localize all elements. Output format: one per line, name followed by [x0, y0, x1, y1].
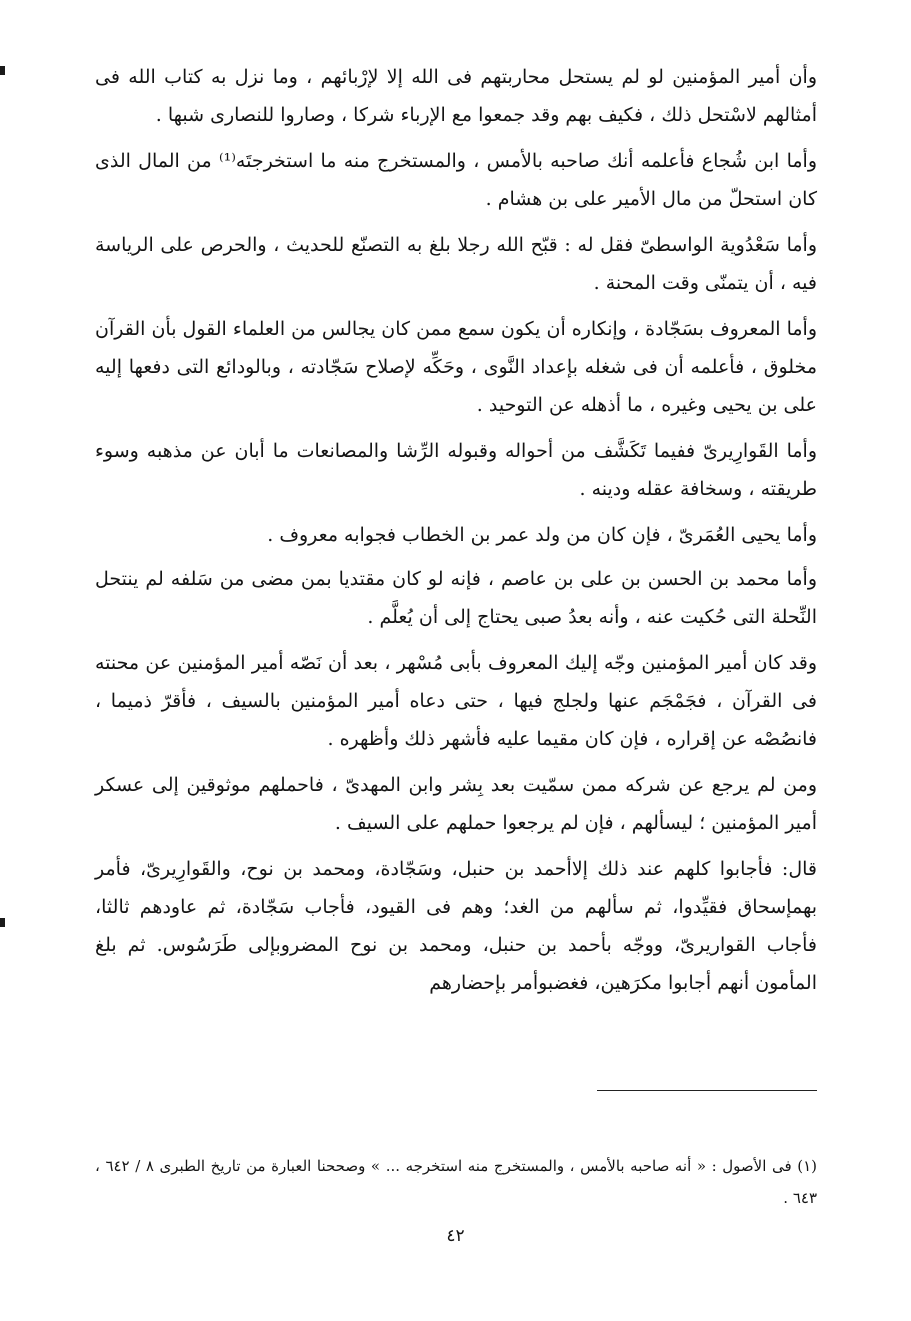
paragraph-6: وأما يحيى العُمَرىّ ، فإن كان من ولد عمر بن الخطاب فجوابه معروف . — [267, 524, 817, 546]
page-number: ٤٢ — [446, 1226, 465, 1246]
margin-mark-middle — [0, 918, 5, 927]
paragraph-4: وأما المعروف بسَجّادة ، وإنكاره أن يكون سمع ممن كان يجالس من العلماء القول بأن القرآن مخلوق ، فأعلمه أن فى شغله بإعداد النَّوى ، وحَكِّه لإصلاح سَجّادته ، وبالودائع التى دفعها إليه على بن يحيى وغيره ، ما أذهله عن التوحيد . — [95, 318, 817, 416]
paragraph-9: ومن لم يرجع عن شركه ممن سمّيت بعد بِشر وابن المهدىّ ، فاحملهم موثوقين إلى عسكر أمير المؤمنين ؛ ليسألهم ، فإن لم يرجعوا حملهم على السيف . — [95, 774, 817, 834]
paragraph-5: وأما القَوارِيرىّ ففيما تَكَشَّف من أحواله وقبوله الرِّشا والمصانعات ما أبان عن مذهبه وسوء طريقته ، وسخافة عقله ودينه . — [95, 440, 817, 500]
margin-mark-top — [0, 66, 5, 75]
main-text — [95, 58, 817, 1010]
paragraph-1: وأن أمير المؤمنين لو لم يستحل محاربتهم فى الله إلا لإرْبائهم ، وما نزل به كتاب الله فى أمثالهم لاسْتحل ذلك ، فكيف بهم وقد جمعوا مع الإرباء شركا ، وصاروا للنصارى شبها . — [95, 66, 817, 126]
footnote-divider — [597, 1090, 817, 1091]
paragraph-8: وقد كان أمير المؤمنين وجّه إليك المعروف بأبى مُسْهر ، بعد أن نَصّه أمير المؤمنين عن محنته فى القرآن ، فجَمْجَم عنها ولجلج فيها ، حتى دعاه أمير المؤمنين بالسيف ، فأقرّ ذميما ، فانصُصْه عن إقراره ، فإن كان مقيما عليه فأشهر ذلك وأظهره . — [95, 652, 817, 750]
paragraph-10: قال: فأجابوا كلهم عند ذلك إلاأحمد بن حنبل، وسَجّادة، ومحمد بن نوح، والقَوارِيرىّ، فأمر بهمإسحاق فقيِّدوا، ثم سألهم من الغد؛ وهم فى القيود، فأجاب سَجّادة، ثم عاودهم ثالثا، فأجاب القواريرىّ، ووجّه بأحمد بن حنبل، ومحمد بن نوح المضروبإلى طَرَسُوس. ثم بلغ المأمون أنهم أجابوا مكرَهين، فغضبوأمر بإحضارهم — [95, 858, 817, 994]
paragraph-7: وأما محمد بن الحسن بن على بن عاصم ، فإنه لو كان مقتديا بمن مضى من سَلفه لم ينتحل النِّحلة التى حُكيت عنه ، وأنه بعدُ صبى يحتاج إلى أن يُعلَّم . — [95, 568, 817, 628]
paragraph-3: وأما سَعْدُوية الواسطىّ فقل له : قبّح الله رجلا بلغ به التصنّع للحديث ، والحرص على الرياسة فيه ، أن يتمنّى وقت المحنة . — [95, 234, 817, 294]
paragraph-2: وأما ابن شُجاع فأعلمه أنك صاحبه بالأمس ، والمستخرج منه ما استخرجتَه⁽¹⁾ من المال الذى كان استحلّ من مال الأمير على بن هشام . — [95, 150, 817, 210]
footnote: (١) فى الأصول : « أنه صاحبه بالأمس ، والمستخرج منه استخرجه ... » وصححنا العبارة من تاريخ الطبرى ٨ / ٦٤٢ ، ٦٤٣ . — [95, 1157, 817, 1207]
